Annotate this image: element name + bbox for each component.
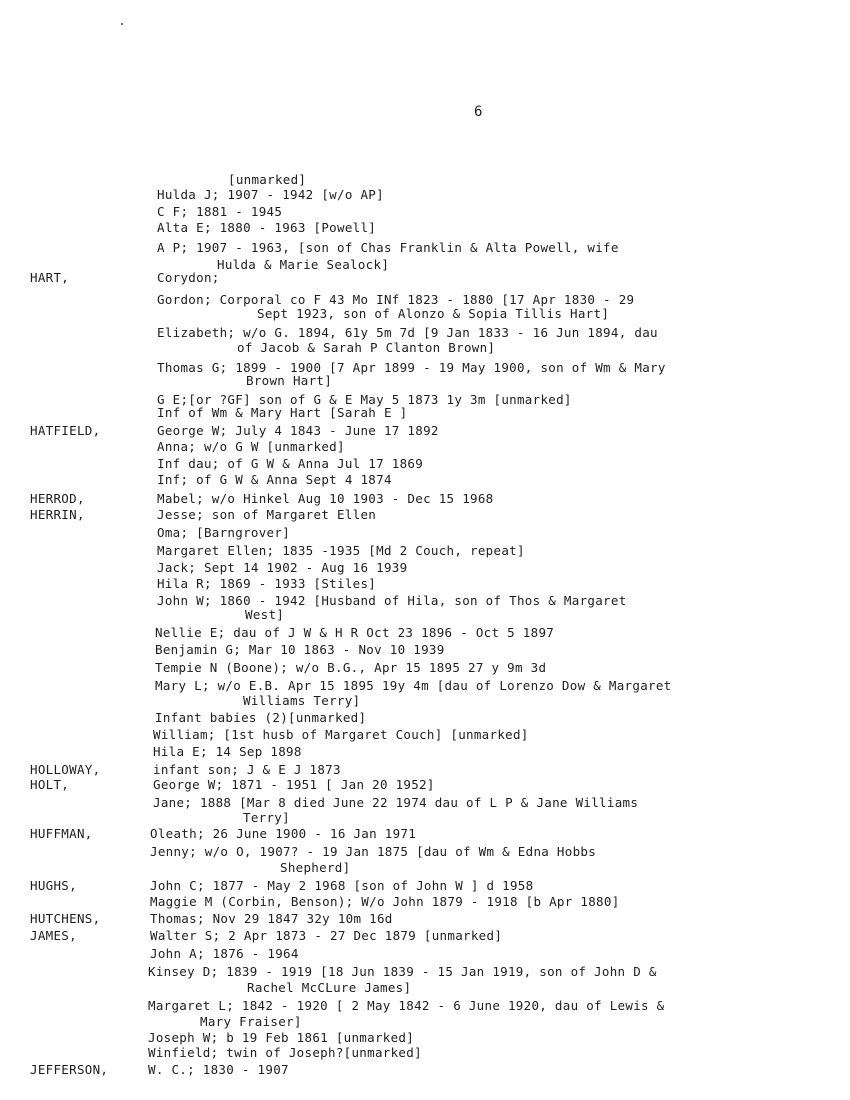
listing-row: [0, 204, 850, 221]
page-number: 6: [474, 104, 483, 120]
listing-row: [0, 607, 850, 624]
burial-entry: Benjamin G; Mar 10 1863 - Nov 10 1939: [155, 642, 445, 657]
burial-entry: Williams Terry]: [243, 693, 361, 708]
burial-entry: Hulda & Marie Sealock]: [217, 257, 390, 272]
listing-row: [0, 878, 850, 895]
listing-row: [0, 373, 850, 390]
burial-entry: A P; 1907 - 1963, [son of Chas Franklin & Alta Powell, wife: [157, 240, 619, 255]
listing-row: [0, 777, 850, 794]
burial-entry: Winfield; twin of Joseph?[unmarked]: [148, 1045, 422, 1060]
listing-row: [0, 560, 850, 577]
listing-row: [0, 220, 850, 237]
burial-entry: Mary L; w/o E.B. Apr 15 1895 19y 4m [dau of Lorenzo Dow & Margaret: [155, 678, 672, 693]
listing-row: [0, 998, 850, 1015]
burial-entry: Thomas; Nov 29 1847 32y 10m 16d: [150, 911, 393, 926]
listing-row: [0, 660, 850, 677]
surname-label: HUFFMAN,: [30, 826, 93, 841]
burial-entry: Jack; Sept 14 1902 - Aug 16 1939: [157, 560, 408, 575]
burial-entry: W. C.; 1830 - 1907: [148, 1062, 289, 1077]
listing-row: [0, 507, 850, 524]
burial-entry: [unmarked]: [228, 172, 307, 187]
burial-entry: Infant babies (2)[unmarked]: [155, 710, 367, 725]
burial-entry: John A; 1876 - 1964: [150, 946, 299, 961]
surname-label: HERRIN,: [30, 507, 85, 522]
listing-row: [0, 456, 850, 473]
listing-row: [0, 860, 850, 877]
burial-entry: Brown Hart]: [246, 373, 333, 388]
burial-entry: Oleath; 26 June 1900 - 16 Jan 1971: [150, 826, 417, 841]
listing-row: [0, 576, 850, 593]
burial-entry: Shepherd]: [280, 860, 351, 875]
listing-row: [0, 240, 850, 257]
surname-label: HERROD,: [30, 491, 85, 506]
surname-label: JAMES,: [30, 928, 77, 943]
listing-row: [0, 642, 850, 659]
listing-row: [0, 727, 850, 744]
burial-entry: George W; 1871 - 1951 [ Jan 20 1952]: [153, 777, 435, 792]
listing-row: [0, 405, 850, 422]
burial-entry: Hila R; 1869 - 1933 [Stiles]: [157, 576, 377, 591]
listing-row: [0, 1045, 850, 1062]
burial-entry: West]: [245, 607, 285, 622]
burial-entry: Corydon;: [157, 270, 220, 285]
burial-entry: John W; 1860 - 1942 [Husband of Hila, son of Thos & Margaret: [157, 593, 627, 608]
surname-label: HOLT,: [30, 777, 70, 792]
burial-entry: Anna; w/o G W [unmarked]: [157, 439, 345, 454]
surname-label: HUGHS,: [30, 878, 77, 893]
burial-entry: infant son; J & E J 1873: [153, 762, 341, 777]
burial-entry: Rachel McCLure James]: [247, 980, 412, 995]
burial-entry: Sept 1923, son of Alonzo & Sopia Tillis Hart]: [257, 306, 610, 321]
listing-row: [0, 946, 850, 963]
listing-row: [0, 894, 850, 911]
burial-entry: Jenny; w/o O, 1907? - 19 Jan 1875 [dau of Wm & Edna Hobbs: [150, 844, 597, 859]
burial-entry: C F; 1881 - 1945: [157, 204, 283, 219]
listing-row: [0, 625, 850, 642]
listing-row: [0, 826, 850, 843]
burial-entry: Walter S; 2 Apr 1873 - 27 Dec 1879 [unmarked]: [150, 928, 503, 943]
listing-row: [0, 306, 850, 323]
listing-row: [0, 543, 850, 560]
burial-entry: George W; July 4 1843 - June 17 1892: [157, 423, 439, 438]
listing-row: [0, 844, 850, 861]
burial-entry: Mabel; w/o Hinkel Aug 10 1903 - Dec 15 1968: [157, 491, 494, 506]
burial-entry: of Jacob & Sarah P Clanton Brown]: [237, 340, 496, 355]
surname-label: HATFIELD,: [30, 423, 101, 438]
burial-entry: Jesse; son of Margaret Ellen: [157, 507, 377, 522]
burial-entry: William; [1st husb of Margaret Couch] [unmarked]: [153, 727, 529, 742]
burial-entry: Terry]: [243, 810, 290, 825]
listing-row: [0, 423, 850, 440]
burial-entry: Inf of Wm & Mary Hart [Sarah E ]: [157, 405, 408, 420]
surname-label: HOLLOWAY,: [30, 762, 101, 777]
listing-row: [0, 270, 850, 287]
burial-entry: Margaret L; 1842 - 1920 [ 2 May 1842 - 6 June 1920, dau of Lewis &: [148, 998, 665, 1013]
listing-row: [0, 472, 850, 489]
burial-entry: Nellie E; dau of J W & H R Oct 23 1896 - Oct 5 1897: [155, 625, 555, 640]
burial-entry: Oma; [Barngrover]: [157, 525, 291, 540]
listing-row: [0, 964, 850, 981]
burial-entry: Joseph W; b 19 Feb 1861 [unmarked]: [148, 1030, 415, 1045]
burial-entry: Maggie M (Corbin, Benson); W/o John 1879 - 1918 [b Apr 1880]: [150, 894, 620, 909]
burial-entry: Elizabeth; w/o G. 1894, 61y 5m 7d [9 Jan 1833 - 16 Jun 1894, dau: [157, 325, 658, 340]
listing-row: [0, 911, 850, 928]
burial-entry: Mary Fraiser]: [200, 1014, 302, 1029]
listing-row: [0, 693, 850, 710]
burial-entry: Hila E; 14 Sep 1898: [153, 744, 302, 759]
listing-row: [0, 439, 850, 456]
listing-row: [0, 928, 850, 945]
burial-entry: Thomas G; 1899 - 1900 [7 Apr 1899 - 19 May 1900, son of Wm & Mary: [157, 360, 666, 375]
burial-entry: Inf dau; of G W & Anna Jul 17 1869: [157, 456, 424, 471]
burial-entry: Inf; of G W & Anna Sept 4 1874: [157, 472, 392, 487]
listing-row: [0, 1014, 850, 1031]
burial-entry: Alta E; 1880 - 1963 [Powell]: [157, 220, 377, 235]
listing-row: [0, 1062, 850, 1079]
burial-entry: Tempie N (Boone); w/o B.G., Apr 15 1895 27 y 9m 3d: [155, 660, 547, 675]
listing-row: [0, 525, 850, 542]
listing-row: [0, 187, 850, 204]
burial-entry: Hulda J; 1907 - 1942 [w/o AP]: [157, 187, 384, 202]
surname-label: HUTCHENS,: [30, 911, 101, 926]
surname-label: JEFFERSON,: [30, 1062, 109, 1077]
listing-row: [0, 340, 850, 357]
burial-entry: Kinsey D; 1839 - 1919 [18 Jun 1839 - 15 Jan 1919, son of John D &: [148, 964, 657, 979]
listing-row: [0, 710, 850, 727]
burial-entry: Gordon; Corporal co F 43 Mo INf 1823 - 1880 [17 Apr 1830 - 29: [157, 292, 635, 307]
listing-row: [0, 491, 850, 508]
listing-row: [0, 744, 850, 761]
surname-label: HART,: [30, 270, 70, 285]
burial-entry: John C; 1877 - May 2 1968 [son of John W ] d 1958: [150, 878, 534, 893]
listing-row: [0, 810, 850, 827]
burial-entry: Jane; 1888 [Mar 8 died June 22 1974 dau of L P & Jane Williams: [153, 795, 639, 810]
burial-entry: Margaret Ellen; 1835 -1935 [Md 2 Couch, repeat]: [157, 543, 525, 558]
burial-entry: G E;[or ?GF] son of G & E May 5 1873 1y 3m [unmarked]: [157, 392, 572, 407]
listing-row: [0, 980, 850, 997]
